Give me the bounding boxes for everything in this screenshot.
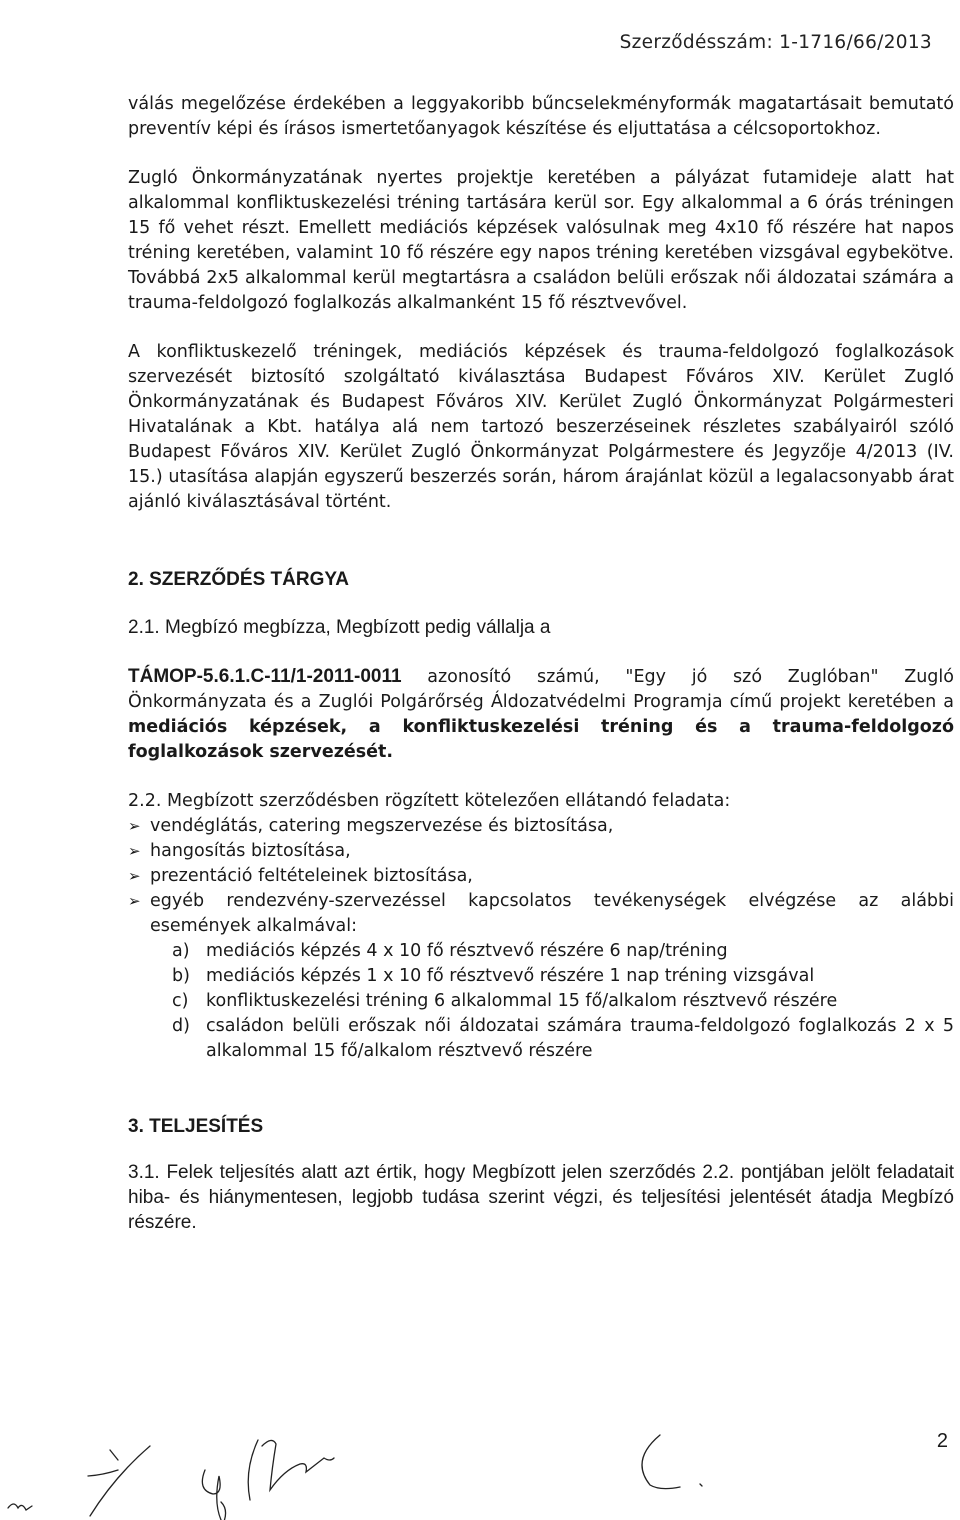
item-2-2: 2.2. Megbízott szerződésben rögzített kötelezően ellátandó feladata: (128, 791, 731, 811)
paragraph-training-part-a: Zugló Önkormányzatának nyertes projektje keretében a pályázat futamideje alatt hat alkalommal konfliktuskezelési tréning tartására kerül sor. (128, 168, 954, 213)
project-text: azonosító számú, "Egy jó szó Zuglóban" Zugló Önkormányzata és a Zuglói Polgárőrség Áldozatvédelmi Programja című projekt keretében a (128, 667, 954, 712)
paragraph-selection: A konfliktuskezelő tréningek, mediációs képzések és trauma-feldolgozó foglalkozások szervezését biztosító szolgáltató kiválasztása Budapest Főváros XIV. Kerület Zugló Önkormányzatának és Budapest Főváros XIV. Kerület Zugló Önkormányzat Polgármesteri Hivatalának a Kbt. hatálya alá nem tartozó beszerzéseinek részletes szabályairól szóló Budapest Főváros XIV. Kerület Zugló Önkormányzat Polgármestere és Jegyzője 4/2013 (IV. 15.) utasítása alapján egyszerű beszerzés során, három árajánlat közül a legalacsonyabb árat ajánló kiválasztásával történt. (128, 342, 954, 512)
contract-number: Szerződésszám: 1-1716/66/2013 (619, 32, 932, 53)
event-list (128, 939, 954, 1064)
project-bold-text: mediációs képzések, a konfliktuskezelési tréning és a trauma-feldolgozó foglalkozások szervezését. (128, 717, 954, 762)
arrowhead-bullet-icon: ➢ (128, 842, 141, 860)
list-item: ➢ egyéb rendezvény-szervezéssel kapcsolatos tevékenységek elvégzése az alábbi események alkalmával: (128, 891, 954, 936)
list-item: ➢ hangosítás biztosítása, (128, 839, 954, 864)
project-description (128, 664, 954, 765)
paragraph-training (128, 166, 954, 316)
arrowhead-bullet-icon: ➢ (128, 817, 141, 835)
list-item: b) mediációs képzés 1 x 10 fő résztvevő részére 1 nap tréning vizsgával (172, 966, 815, 986)
arrowhead-bullet-icon: ➢ (128, 867, 141, 885)
signature-stroke-1 (88, 1446, 150, 1516)
signatures-image (0, 1400, 960, 1520)
list-item: ➢ prezentáció feltételeinek biztosítása, (128, 864, 954, 889)
page-number: 2 (936, 1430, 948, 1452)
document-body (128, 92, 954, 1235)
signature-stroke-4 (642, 1435, 702, 1489)
item-3-1: 3.1. Felek teljesítés alatt azt értik, hogy Megbízott jelen szerződés 2.2. pontjában jelölt feladatait hiba- és hiánymentesen, legjobb tudása szerint végzi, és teljesítési jelentését átadja Megbízó részére. (128, 1162, 954, 1233)
paragraph-training-part-b: Egy alkalommal a 6 órás tréningen 15 fő vehet részt. Emellett mediációs képzések valósulnak meg 4x10 fő részére hat napos tréning keretében, valamint 10 fő részére egy napos tréning keretében vizsgával egybekötve. Továbbá 2x5 alkalommal kerül megtartásra a családon belüli erőszak női áldozatai számára a trauma-feldolgozó foglalkozás alkalmanként 15 fő résztvevővel. (128, 193, 954, 313)
signature-stroke-3 (248, 1440, 334, 1500)
project-code: TÁMOP-5.6.1.C-11/1-2011-0011 (128, 666, 402, 687)
list-item: c) konfliktuskezelési tréning 6 alkalommal 15 fő/alkalom résztvevő részére (172, 991, 838, 1011)
section-3-title: 3. TELJESÍTÉS (128, 1116, 264, 1137)
task-list (128, 814, 954, 939)
list-item: d) családon belüli erőszak női áldozatai számára trauma-feldolgozó foglalkozás 2 x 5 alkalommal 15 fő/alkalom résztvevő részére (172, 1016, 954, 1061)
list-item: ➢ vendéglátás, catering megszervezése és biztosítása, (128, 814, 954, 839)
item-2-1: 2.1. Megbízó megbízza, Megbízott pedig vállalja a (128, 617, 551, 638)
signature-stroke-2 (202, 1470, 225, 1520)
initials-signature (8, 1504, 32, 1510)
paragraph-prevention: válás megelőzése érdekében a leggyakoribb bűncselekményformák magatartásait bemutató preventív képi és írásos ismertetőanyagok készítése és eljuttatása a célcsoportokhoz. (128, 94, 954, 139)
section-2-title: 2. SZERZŐDÉS TÁRGYA (128, 569, 350, 590)
arrowhead-bullet-icon: ➢ (128, 892, 141, 910)
list-item: a) mediációs képzés 4 x 10 fő résztvevő részére 6 nap/tréning (172, 941, 728, 961)
